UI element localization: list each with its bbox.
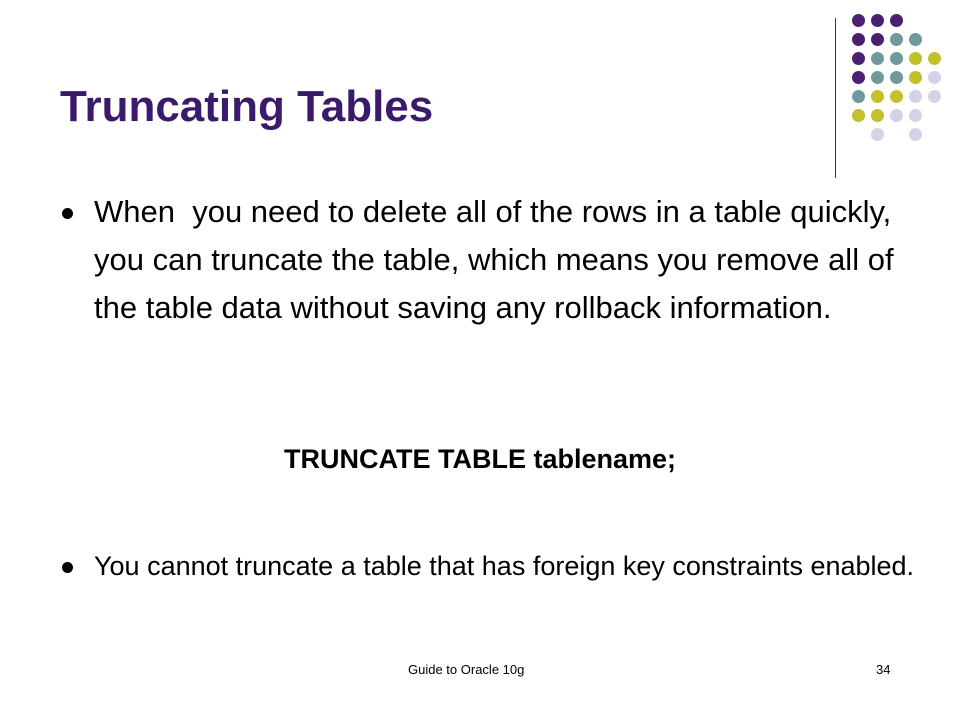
decorative-dot (871, 33, 884, 46)
decorative-dot (890, 90, 903, 103)
bullet-icon (62, 208, 73, 219)
decorative-dot (890, 14, 903, 27)
decorative-dot (890, 33, 903, 46)
decorative-dot (871, 71, 884, 84)
bullet-item (60, 188, 920, 332)
decorative-dot (871, 109, 884, 122)
bullet-icon (62, 562, 73, 573)
bullet-list (60, 188, 920, 332)
decorative-dot (852, 14, 865, 27)
decorative-dot (871, 14, 884, 27)
decorative-dot (852, 33, 865, 46)
decorative-dot (928, 71, 941, 84)
decorative-dot (871, 90, 884, 103)
decorative-dot (909, 52, 922, 65)
decorative-dot (890, 71, 903, 84)
decorative-dot (909, 128, 922, 141)
decorative-dot (852, 52, 865, 65)
decorative-dot (890, 52, 903, 65)
bullet-item (60, 546, 920, 586)
decorative-dot (928, 52, 941, 65)
decorative-dot (852, 71, 865, 84)
decorative-dot (909, 90, 922, 103)
page-number: 34 (876, 662, 891, 677)
bullet-list-2 (60, 546, 920, 586)
decorative-dot (909, 109, 922, 122)
slide-title: Truncating Tables (60, 82, 434, 131)
footer-text: Guide to Oracle 10g (408, 662, 525, 677)
bullet-text: When you need to delete all of the rows in a table quickly, you can truncate the table, which means you remove all of the table data without saving any rollback information. (94, 194, 903, 325)
decorative-dot (909, 71, 922, 84)
decorative-dot (871, 52, 884, 65)
decorative-dot (909, 33, 922, 46)
decorative-dot (852, 109, 865, 122)
decorative-dot (928, 90, 941, 103)
decorative-dot (852, 90, 865, 103)
decorative-dot (871, 128, 884, 141)
vertical-divider (835, 18, 836, 178)
bullet-text: You cannot truncate a table that has foreign key constraints enabled. (94, 551, 915, 581)
code-statement: TRUNCATE TABLE tablename; (283, 444, 676, 474)
decorative-dot (890, 109, 903, 122)
